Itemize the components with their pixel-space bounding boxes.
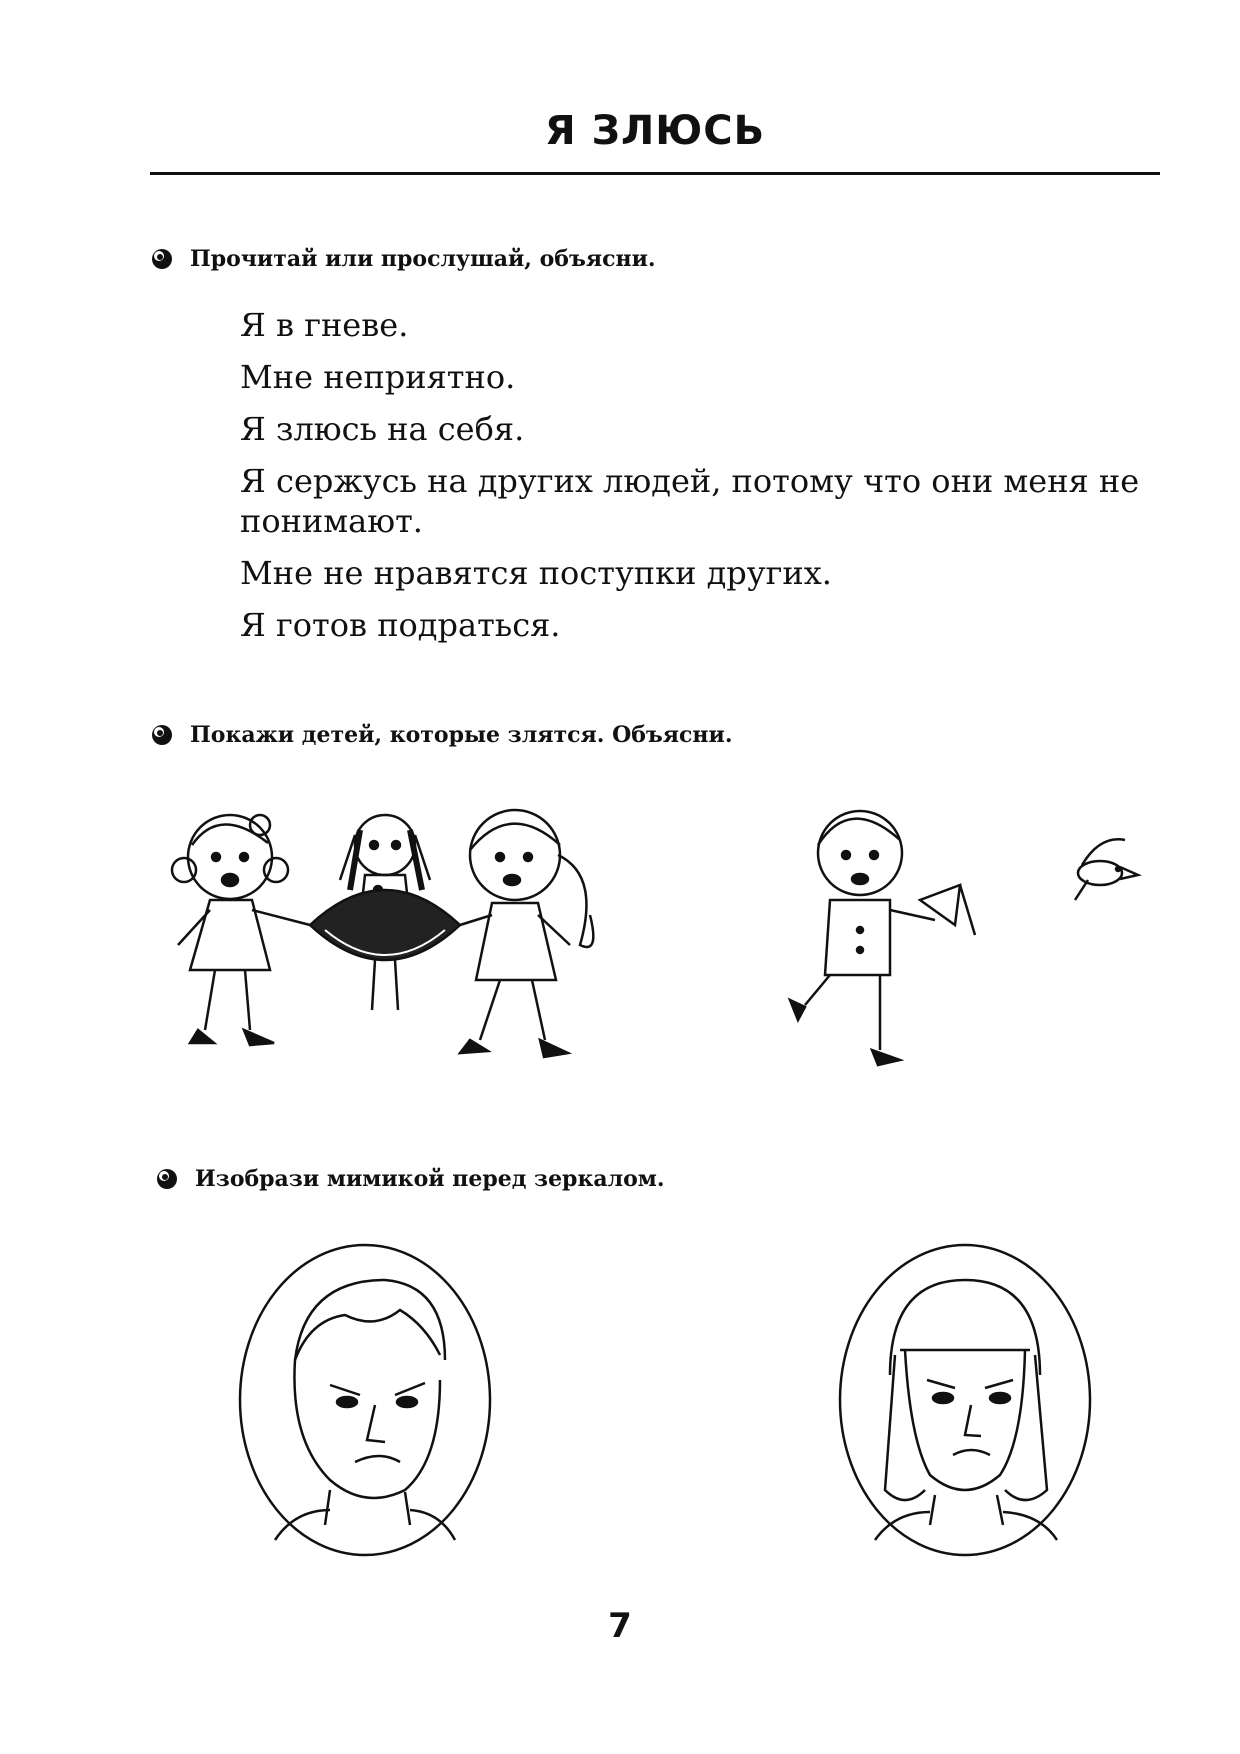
title-divider (150, 172, 1160, 175)
instruction-read-text: Прочитай или прослушай, объясни. (190, 246, 656, 272)
poem-text (240, 305, 1170, 657)
poem-line: Я в гневе. (240, 306, 409, 344)
bullet-icon (155, 1167, 179, 1191)
poem-line: Я готов подраться. (240, 606, 561, 644)
page-number: 7 (608, 1606, 632, 1646)
bullet-icon (150, 247, 174, 271)
bullet-icon (150, 723, 174, 747)
boy-with-slingshot-illustration (770, 795, 1150, 1095)
page-title: Я ЗЛЮСЬ (544, 108, 766, 154)
angry-boy-portrait (235, 1240, 495, 1560)
instruction-show (150, 722, 733, 748)
instruction-show-text: Покажи детей, которые злятся. Объясни. (190, 722, 733, 748)
poem-line: Я сержусь на других людей, потому что они меня не понимают. (240, 462, 1140, 540)
instruction-read (150, 246, 656, 272)
girls-fighting-over-doll-illustration (160, 795, 640, 1095)
poem-line: Я злюсь на себя. (240, 410, 525, 448)
instruction-mirror (155, 1166, 665, 1192)
poem-line: Мне неприятно. (240, 358, 516, 396)
angry-girl-portrait (835, 1240, 1095, 1560)
instruction-mirror-text: Изобрази мимикой перед зеркалом. (195, 1166, 665, 1192)
poem-line: Мне не нравятся поступки других. (240, 554, 832, 592)
